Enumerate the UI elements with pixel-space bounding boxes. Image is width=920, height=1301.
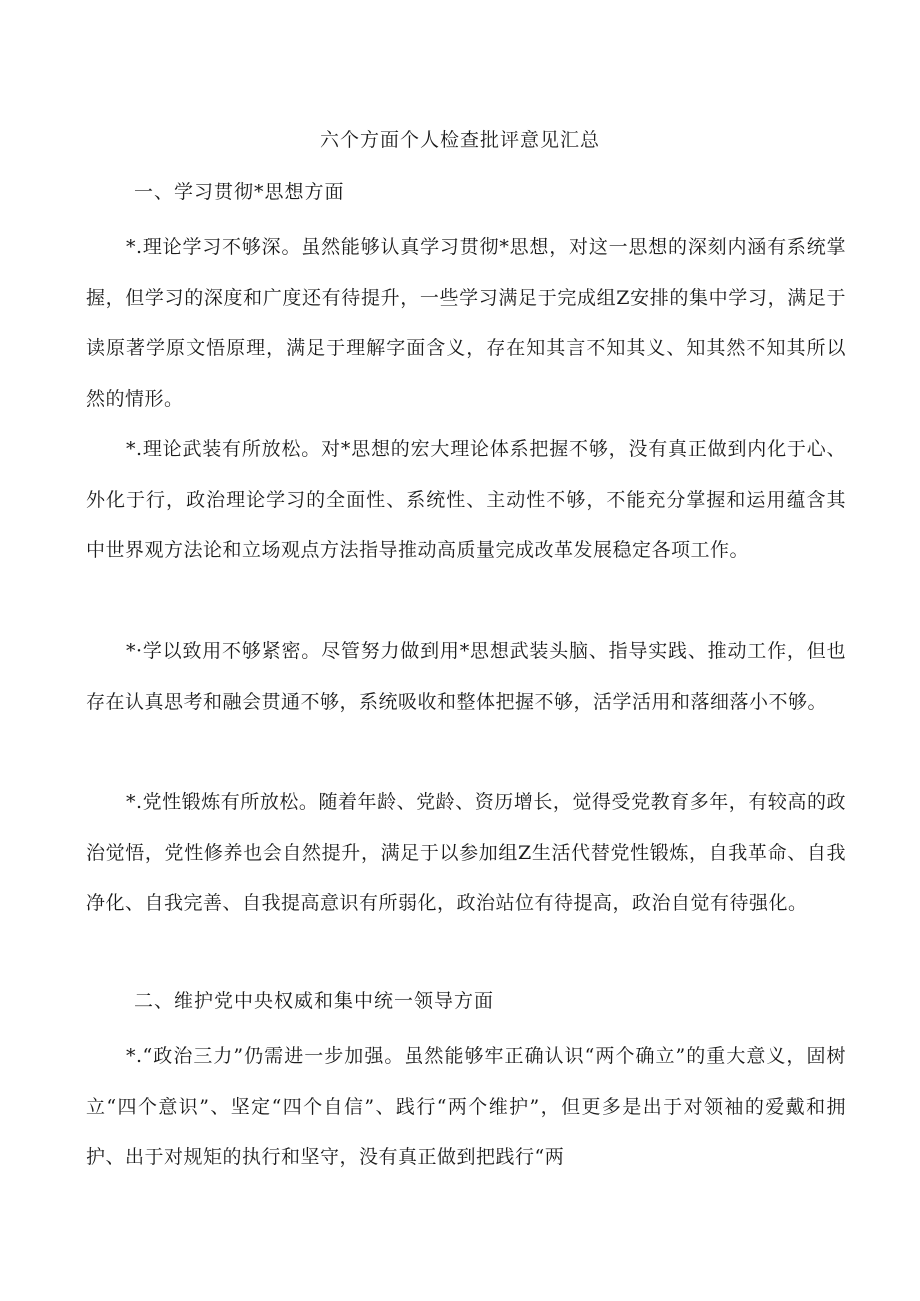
- paragraph-1-2: *.理论武装有所放松。对*思想的宏大理论体系把握不够，没有真正做到内化于心、外化于行，政治理论学习的全面性、系统性、主动性不够，不能充分掌握和运用蕴含其中世界观方法论和立场观点方法指导推动高质量完成改革发展稳定各项工作。: [86, 438, 846, 561]
- paragraph-1-1: *.理论学习不够深。虽然能够认真学习贯彻*思想，对这一思想的深刻内涵有系统掌握，但学习的深度和广度还有待提升，一些学习满足于完成组Z安排的集中学习，满足于读原著学原文悟原理，满足于理解字面含义，存在知其言不知其义、知其然不知其所以然的情形。: [86, 236, 846, 410]
- section-heading-1: 一、学习贯彻*思想方面: [134, 181, 345, 203]
- section-heading-2: 二、维护党中央权威和集中统一领导方面: [134, 990, 495, 1012]
- document-title: 六个方面个人检查批评意见汇总: [319, 129, 600, 151]
- paragraph-1-3: *·学以致用不够紧密。尽管努力做到用*思想武装头脑、指导实践、推动工作，但也存在认真思考和融会贯通不够，系统吸收和整体把握不够，活学活用和落细落小不够。: [86, 640, 846, 713]
- paragraph-1-4: *.党性锻炼有所放松。随着年龄、党龄、资历增长，觉得受党教育多年，有较高的政治觉悟，党性修养也会自然提升，满足于以参加组Z生活代替党性锻炼，自我革命、自我净化、自我完善、自我提高意识有所弱化，政治站位有待提高，政治自觉有待强化。: [86, 791, 846, 914]
- paragraph-2-1: *.“政治三力”仍需进一步加强。虽然能够牢正确认识“两个确立”的重大意义，固树立“四个意识”、坚定“四个自信”、践行“两个维护”，但更多是出于对领袖的爱戴和拥护、出于对规矩的执行和坚守，没有真正做到把践行“两: [86, 1045, 846, 1168]
